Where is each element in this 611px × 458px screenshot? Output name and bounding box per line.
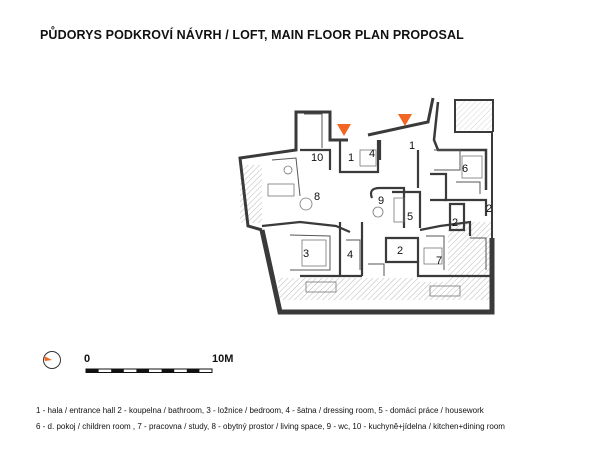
legend-line-1: 1 - hala / entrance hall 2 - koupelna / bathroom, 3 - ložnice / bedroom, 4 - šatna / dressing room, 5 - domácí práce / housework: [36, 406, 484, 415]
room-label-1: 1: [348, 152, 355, 164]
room-label-4-top: 4: [369, 148, 376, 160]
room-label-2-right: 2: [486, 203, 493, 215]
room-label-4: 4: [347, 249, 354, 261]
room-label-2: 2: [397, 245, 404, 257]
legend-line-2: 6 - d. pokoj / children room , 7 - pracovna / study, 8 - obytný prostor / living space, 9 - wc, 10 - kuchyně+jídelna / kitchen+dining room: [36, 422, 505, 431]
room-label-3: 3: [303, 248, 310, 260]
room-label-2-small: 2: [452, 217, 459, 229]
scale-end-label: 10M: [212, 353, 234, 365]
scale-bar: [86, 369, 212, 373]
entrance-marker-left: [337, 124, 351, 136]
room-label-6: 6: [462, 163, 469, 175]
room-label-1-right: 1: [409, 140, 416, 152]
room-label-8: 8: [314, 191, 321, 203]
room-label-9: 9: [378, 195, 385, 207]
plan-title: PŮDORYS PODKROVÍ NÁVRH / LOFT, MAIN FLOOR PLAN PROPOSAL: [40, 28, 464, 42]
room-label-7: 7: [436, 255, 443, 267]
scale-start-label: 0: [84, 353, 91, 365]
room-label-10: 10: [311, 152, 324, 164]
entrance-marker-right: [398, 114, 412, 126]
north-arrow-icon: [44, 352, 61, 369]
room-label-5: 5: [407, 211, 414, 223]
